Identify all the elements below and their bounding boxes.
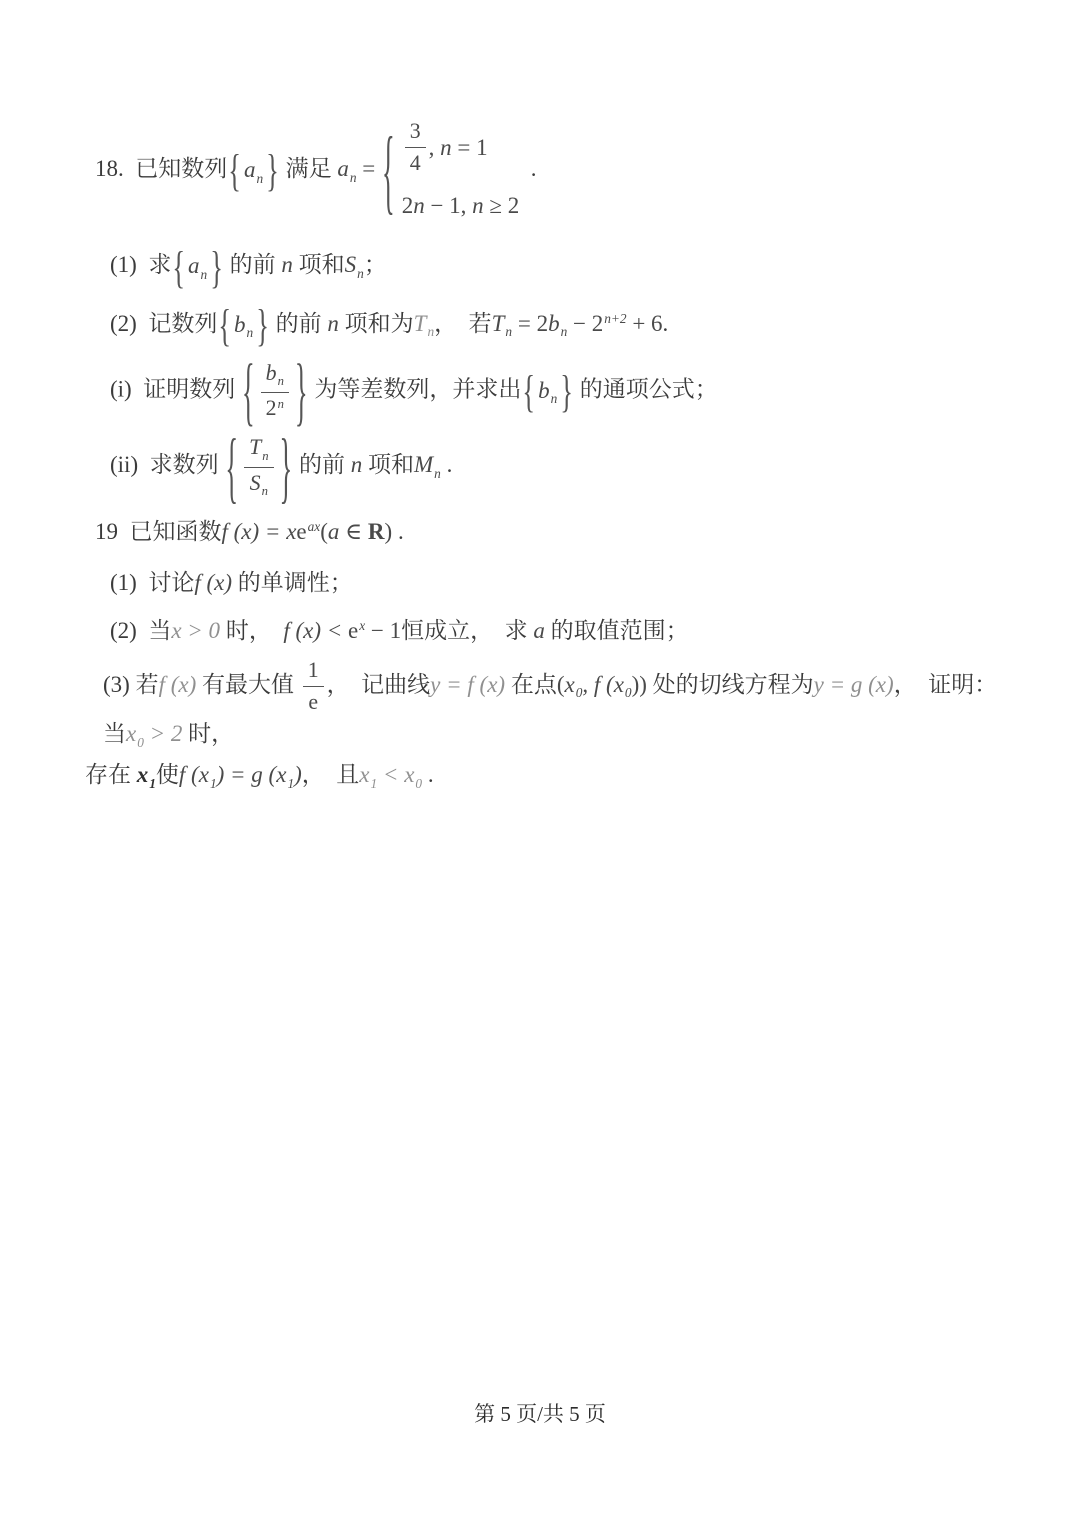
math-brace-group — [241, 347, 309, 434]
subscript: 1 — [209, 776, 217, 792]
math-run: 1 — [307, 657, 319, 682]
math-run: = 2 — [512, 310, 549, 336]
subscript: 1 — [149, 776, 156, 792]
text-run: 的单调性； — [232, 570, 353, 596]
text-run: (3) 若 — [103, 671, 159, 697]
math-run: ∈ — [339, 518, 368, 544]
fraction-denominator — [245, 468, 273, 500]
math-run: ) — [384, 518, 393, 544]
math-var-sub: $b_n$ — [548, 310, 568, 340]
math-var-sub: $b_n$ — [234, 311, 254, 341]
math-run: > 2 — [143, 721, 183, 747]
math-brace-group — [224, 421, 293, 512]
subscript: 0 — [624, 685, 632, 701]
subscript: n — [349, 169, 357, 185]
math-fraction — [244, 434, 273, 499]
math-run: f (x) — [158, 671, 197, 697]
math-var-sub: $a_n$ — [188, 253, 208, 282]
math-run: n — [350, 452, 363, 478]
subscript: n — [277, 374, 284, 389]
math-run: ( — [556, 671, 565, 697]
line-q18-i — [85, 347, 1000, 434]
math-var-sub: $x_1$ — [276, 762, 295, 792]
math-run: f (x) — [194, 570, 232, 596]
subscript: 0 — [415, 776, 423, 792]
subscript: 0 — [575, 685, 583, 701]
math-run: ≥ 2 — [483, 192, 520, 218]
line-q18-ii — [85, 421, 1000, 512]
math-var-sub: $x_0$ — [613, 671, 632, 701]
subscript: 0 — [137, 734, 144, 750]
subscript: n — [246, 325, 254, 341]
text-run: (1) 讨论 — [110, 570, 195, 596]
math-run: f (x) < — [283, 617, 348, 643]
math-run: n — [413, 192, 425, 218]
math-run: a — [327, 518, 340, 544]
text-run: 在点 — [505, 671, 557, 697]
math-run: ( — [320, 518, 328, 544]
text-run: (2) 记数列 — [110, 310, 218, 336]
text-run: (i) 证明数列 — [110, 376, 241, 402]
text-run: (2) 当 — [110, 617, 172, 643]
superscript: ax — [307, 518, 321, 534]
text-run: 的前 — [293, 452, 351, 478]
math-run: n — [327, 310, 339, 336]
text-run: . — [440, 452, 453, 478]
line-q19-3 — [85, 657, 1009, 754]
text-run: 的取值范围； — [544, 617, 689, 643]
math-bold-run: R — [367, 518, 385, 544]
math-var-sub: $x_1$ — [359, 762, 378, 792]
left-brace: { — [228, 144, 241, 197]
math-run: < — [377, 762, 405, 788]
brace-inner — [242, 152, 265, 189]
math-run: x > 0 — [171, 617, 221, 643]
math-run: ) = g ( — [216, 762, 277, 788]
text-run: 有最大值 — [196, 671, 300, 697]
brace-inner — [256, 360, 294, 422]
subscript: n — [434, 465, 441, 481]
math-run: f ( — [178, 762, 199, 788]
right-brace: } — [279, 421, 293, 512]
text-run: 使 — [155, 762, 179, 788]
left-brace: { — [241, 347, 255, 434]
superscript: n+2 — [604, 310, 627, 326]
text-run: 项和 — [362, 452, 414, 478]
math-fraction — [303, 657, 324, 717]
math-run: n — [472, 192, 484, 218]
subscript: n — [200, 266, 208, 282]
line-q19-stem — [85, 514, 1000, 550]
text-run: . — [662, 310, 669, 336]
math-run: − — [567, 310, 592, 336]
math-var-sup: $e^{ax}$ — [296, 518, 321, 544]
superscript: n — [277, 396, 284, 411]
subscript: n — [261, 483, 268, 498]
fraction-numerator — [303, 657, 324, 687]
math-var-sub: $x_0$ — [126, 721, 144, 750]
fraction-denominator — [261, 393, 289, 422]
brace-inner — [536, 373, 559, 410]
line-q18-stem — [85, 115, 1000, 224]
math-brace-group — [521, 364, 574, 417]
cases-row — [402, 118, 488, 178]
math-var-sub: $a_n$ — [243, 156, 264, 186]
math-run: )) — [631, 671, 647, 697]
math-var-sub: $x_0$ — [564, 671, 583, 701]
text-run: ； — [363, 252, 387, 278]
superscript: x — [359, 618, 366, 634]
text-run: 的前 — [223, 252, 282, 278]
line-q18-2 — [85, 299, 1000, 351]
math-var-sup: $2^{n+2}$ — [591, 310, 627, 336]
text-run: 项和 — [292, 252, 345, 278]
math-run: + 6 — [626, 310, 663, 336]
text-run: 项和为 — [338, 310, 414, 336]
page-footer — [0, 1398, 1080, 1428]
left-brace: { — [172, 240, 186, 293]
line-q19-2 — [85, 613, 1000, 649]
math-run: a — [533, 617, 545, 643]
text-run: ， 记曲线 — [326, 671, 431, 697]
math-run: = 1 — [451, 134, 488, 160]
math-var-sub: $b_n$ — [265, 360, 284, 389]
math-run: 3 — [409, 119, 421, 143]
math-var-sup: 2$^n$ — [265, 396, 284, 421]
right-brace: } — [294, 347, 308, 434]
text-run: ， 证明： 当 — [103, 671, 1009, 747]
math-run: y = g (x) — [813, 671, 894, 697]
text-run: 为等差数列，并求出 — [308, 376, 522, 402]
math-var-sup: $e^x$ — [348, 617, 366, 643]
left-brace: { — [522, 364, 536, 417]
subscript: 1 — [287, 776, 295, 792]
line-q19-3-cont — [85, 757, 1000, 794]
subscript: 1 — [370, 776, 378, 792]
right-brace: } — [560, 364, 573, 417]
text-run: . — [519, 155, 537, 181]
math-run: , f ( — [582, 671, 614, 697]
line-q18-1 — [85, 240, 1000, 293]
math-brace-group — [227, 144, 280, 197]
brace-inner — [239, 434, 278, 499]
text-run: . — [422, 762, 434, 788]
math-run: e — [308, 689, 319, 714]
math-var-sub: $T_n$ — [249, 435, 269, 463]
math-var-sub: $M_n$ — [414, 452, 441, 481]
text-run: . — [392, 518, 404, 544]
math-var-sub: $a_n$ — [337, 155, 357, 185]
math-run: , — [428, 134, 441, 160]
text-run: 18. 已知数列 — [95, 155, 228, 181]
subscript: n — [357, 265, 364, 281]
fraction-numerator — [244, 434, 273, 467]
document-content — [85, 115, 1009, 813]
left-brace: { — [225, 421, 239, 512]
fraction-numerator — [261, 360, 289, 393]
math-var-sub: $T_n$ — [413, 310, 435, 340]
text-run: 时， — [220, 617, 284, 643]
subscript: n — [262, 448, 269, 463]
text-run: 时， — [182, 721, 235, 747]
text-run: (1) 求 — [110, 252, 172, 278]
math-var-sub: $T_n$ — [491, 310, 513, 340]
math-run: = — [356, 155, 381, 181]
math-run: 4 — [409, 151, 421, 176]
fraction-denominator — [405, 148, 426, 177]
text-run: ， 若 — [434, 310, 492, 336]
math-var-sub: $S_n$ — [344, 252, 364, 281]
text-run: 19 已知函数 — [95, 518, 222, 544]
subscript: n — [427, 324, 435, 340]
cases-brace: { — [381, 115, 395, 224]
fraction-numerator — [405, 118, 426, 148]
math-run: n — [281, 252, 293, 278]
math-var-sub: $x_0$ — [404, 762, 423, 792]
subscript: n — [550, 391, 558, 407]
math-run: ) — [294, 762, 302, 788]
brace-inner — [186, 248, 209, 285]
right-brace: } — [256, 299, 269, 351]
brace-inner — [232, 307, 255, 344]
text-run: 恒成立， 求 — [401, 617, 534, 643]
math-run: − 1 — [365, 617, 402, 643]
math-var-sub: $b_n$ — [538, 377, 558, 407]
math-run: 2 — [401, 192, 414, 218]
math-cases — [381, 115, 520, 224]
line-q19-1 — [85, 565, 1000, 601]
math-brace-group — [171, 240, 224, 293]
math-fraction — [405, 118, 426, 178]
text-run: (ii) 求数列 — [110, 452, 225, 478]
right-brace: } — [266, 144, 279, 197]
math-brace-group — [217, 299, 270, 351]
text-run: 存在 — [85, 762, 137, 788]
subscript: n — [256, 170, 264, 186]
page-number: 第 5 页/共 5 页 — [474, 1402, 606, 1426]
right-brace: } — [210, 240, 223, 293]
cases-rows — [396, 118, 520, 223]
text-run: 的前 — [269, 310, 328, 336]
math-run: f (x) = x — [221, 518, 297, 544]
math-run: y = f (x) — [430, 671, 506, 697]
math-var-sub: $x_1$ — [198, 762, 217, 792]
text-run: ， 且 — [301, 762, 360, 788]
text-run: 处的切线方程为 — [646, 671, 814, 697]
text-run: 的通项公式； — [573, 376, 718, 402]
left-brace: { — [218, 299, 232, 351]
math-run: − 1, — [424, 192, 473, 218]
math-fraction — [261, 360, 289, 422]
math-var-sub: $x_1$ — [136, 762, 156, 792]
cases-row — [402, 188, 520, 224]
math-var-sub: $S_n$ — [249, 470, 268, 498]
subscript: n — [505, 324, 513, 340]
fraction-denominator — [303, 687, 323, 716]
math-run: n — [440, 134, 452, 160]
subscript: n — [560, 324, 568, 340]
text-run: 满足 — [279, 155, 338, 181]
